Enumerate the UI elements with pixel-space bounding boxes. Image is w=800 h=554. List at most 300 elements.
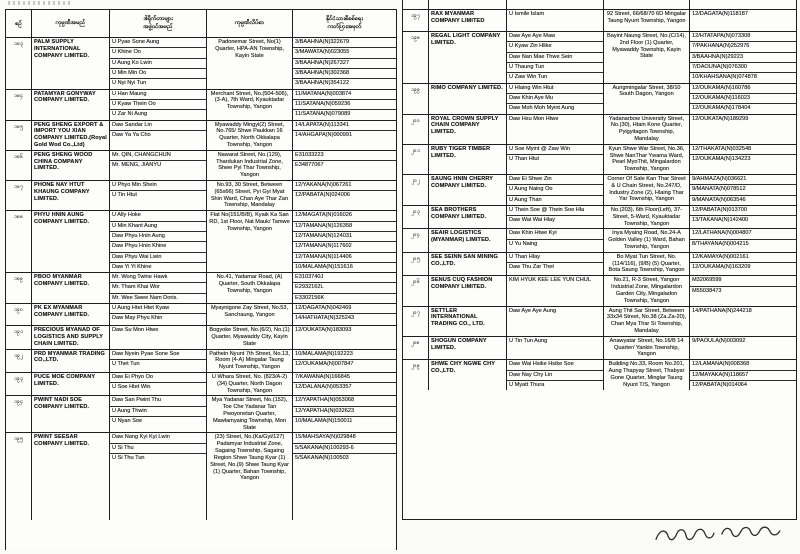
serial-number: ၂၀၀ [411,117,420,124]
company-name: PBOO MYANMAR COMPANY LIMITED. [31,273,109,303]
directors-cell [506,0,603,9]
director-name: Daw Wai Hsike Hsike Soe [507,360,603,370]
director-name: U Min Khant Aung [110,222,206,232]
table-row [403,144,796,174]
company-address: 92 Street, 66/68/70 6D Mingalar Taung Nyunt Township, Yangon [603,10,689,31]
registration-number: 12/OUKATA(N)183093 [295,327,352,334]
table-row [6,432,396,520]
registration-number: 12/OUKAMA(N)007847 [295,360,354,367]
director-name: Daw Yi Yi Khine [112,263,152,270]
directors-cell [109,273,206,303]
directors-cell [506,145,603,174]
registration-number: 12/TAMANA(N)114406 [293,253,396,263]
registrations-cell [689,175,796,205]
registration-number: 14/AHGAPA(N)000991 [295,131,353,138]
registrations-cell [689,206,796,228]
registration-number: E3302156K [295,294,325,301]
registration-number: 12/LAMANA(N)008368 [690,360,796,370]
company-address: Padonemar Street, No(1) Quarter, HPA-AN Township, Kayin State [206,38,292,89]
table-body-left [6,37,396,520]
director-name: Daw Nang Kyi Kyi Lwin [110,433,206,443]
director-name: U Zar Ni Aung [112,111,148,118]
registration-number: 12/DAGATA(N)118187 [692,11,748,17]
directors-cell [506,253,603,275]
company-name [428,0,506,9]
director-name: U Kyaw Thein Oo [110,100,206,110]
directors-cell [506,175,603,205]
table-row [6,150,396,180]
director-name: U Tin Tun Aung [509,337,548,344]
directors-cell [109,211,206,272]
registration-number: 12/MAYAKA(N)118657 [690,371,796,381]
registration-number: 3/MAWATA(N)023055 [293,48,396,58]
registration-number: 12/OUKAMA(N)116023 [690,94,796,104]
registrations-cell [689,145,796,174]
header-directors [109,10,206,37]
registrations-cell [292,121,396,150]
director-name: U Ismile Islam [509,11,545,17]
director-name: U Thet Tun [112,360,140,367]
registration-number: 3/BAAHNA(N)354122 [295,80,350,87]
table-row [403,252,796,275]
company-address: Mya Yadanar Street, No.(152), Toe Che Yadanar Tan Pwoyonetan Quarter, Mawlamyaing Township, Mon State [206,396,292,432]
directors-cell [109,181,206,210]
director-name: Daw Phyu Wai Lwin [110,253,206,263]
director-name: U Si Thu [110,444,206,454]
director-name: Daw Aye Aye Aung [509,307,557,314]
company-name: PENG SHENG EXPORT & IMPORT YOU XIAN COMPANY LIMITED.(Royal Gold Wod Co.,Ltd) [31,121,109,150]
company-address: Aungmingalar Street, 38/10 South Dagon, Yangon [603,84,689,114]
table-row [6,180,396,210]
registration-number: M32069599 [690,276,796,286]
registration-number: 12/OUKAMA(N)163209 [692,264,751,271]
director-name: Daw Sandar Lin [110,121,206,131]
table-row [403,205,796,228]
company-name: SHOGUN COMPANY LIMITED. [428,337,506,359]
company-name: SHWE CHY NGWE CHY CO.,LTD. [428,360,506,390]
directors-cell [506,115,603,144]
company-address: Yadanarbow University Street, No.(30), Htain Kone Quarter, Pyigyitagon Township, Mandalay [603,115,689,144]
registration-number: 12/DAGATA(N)042469 [293,304,396,314]
directors-cell [109,121,206,150]
serial-number: ၁၈၆ [13,153,24,160]
company-name: PHONE NAY HTUT KHAUNG COMPANY LIMITED. [31,181,109,210]
registration-number: 3/BAAHNA(N)267327 [293,59,396,69]
registration-number: 10/MALAMA(N)150011 [295,418,353,424]
director-name: Daw Moh Moh Myint Aung [509,105,575,112]
directors-cell [506,84,603,114]
serial-number: ၂၀၈ [411,339,420,346]
registrations-cell [689,115,796,144]
director-name: U Aung Than [509,196,542,203]
registrations-cell [292,433,396,520]
registration-number: 14/LAPATA(N)113341 [293,121,396,131]
director-name: U Aung Htet Htet Kyaw [110,304,206,314]
company-address: Pathein Nyunt 7th Street, No.13, Room (4-A) Mingalar Taung Nyunt Township, Yangon [206,350,292,372]
registrations-cell [689,307,796,336]
company-address: Myawaddy Mingyi(2) Street, No.765/ Shwe Paukkan 16 Quarter, North Okkalapa Township, Yangon [206,121,292,150]
header-nrc [292,10,396,37]
table-row [6,89,396,120]
registration-number: 12/KAMAYA(N)002161 [690,253,796,263]
serial-number: ၁၈၇ [13,184,24,190]
serial-number: ၁၈၃ [13,41,24,47]
table-row [403,336,796,359]
registrations-cell [689,10,796,31]
registration-number: 12/DALANA(N)053357 [295,384,352,391]
serial-number: ၂၀၅ [411,255,420,262]
director-name: Daw Ei Shwe Zin [507,175,603,185]
company-address: Kyun Shwe War Street, No.36, Shwe NanThar Ywama Ward, Pearl MyoThit, Mingalardon Township, Yangon [603,145,689,174]
table-row [6,349,396,372]
serial-number [403,0,428,9]
director-name: U Aung Ko Lwin [110,59,206,69]
registration-number: 10/KHAHSANA(N)074878 [692,74,757,81]
director-name: Mr. Wong Twine Hawk [110,273,206,283]
company-name: ROYAL CROWN SUPPLY CHAIN COMPANY LIMITED. [428,115,506,144]
serial-number: ၂၀၂ [411,178,420,184]
directors-cell [109,304,206,325]
director-name: U Kyaw Zin Hlike [507,42,603,52]
director-name: Daw Wai Wai Hlay [509,217,555,224]
registrations-cell [292,273,396,303]
directors-cell [109,433,206,520]
registration-number: 11/MATANA(N)003874 [293,90,396,100]
registration-number: 12/OUKATA(N)189299 [692,115,749,122]
company-name: PRD MYANMAR TRADING CO.,LTD. [31,350,109,372]
director-name: U Si Thu Tun [112,455,145,462]
serial-number: ၁၉၀ [13,307,24,314]
registrations-cell [689,337,796,359]
registration-number: 7/PAKHANA(N)252976 [690,42,796,52]
registration-number: 7/KAWANA(N)166845 [293,373,396,383]
table-body-right [403,0,796,390]
registrations-cell [292,304,396,325]
serial-number: ၂၀၆ [411,279,420,286]
directors-cell [109,90,206,120]
directors-cell [109,350,206,372]
header-serial [6,10,31,37]
director-name: U Than Hlay [507,253,603,263]
registration-number: E2932162L [293,283,396,293]
registrations-cell [292,326,396,348]
serial-number: ၁၉၃ [13,375,24,382]
table-row [403,9,796,31]
registration-number: 14/PATHANA(N)244218 [692,307,752,314]
registration-number: 9/AHMAZA(N)036621 [690,175,796,185]
registrations-cell [292,38,396,89]
director-name: Mr. Wee Swee Nam Doris. [112,294,178,301]
directors-cell [506,206,603,228]
company-address: Bogyoke Street, No.(6/2), No.(1) Quarter, Myawaddy City, Kayin State [206,326,292,348]
serial-number: ၁၉၈ [410,35,421,41]
company-address: Bo Myat Tun Street, No.(114/116), (9/B) (5) Quarter, Bota Saung Township, Yangon [603,253,689,275]
registrations-cell [292,181,396,210]
director-name: Daw San Pwint Thu [110,396,206,406]
header-directors-line2: အဖွဲ့ဝင်အမည် [143,24,173,30]
registration-number: 11/SATANA(N)079089 [295,111,351,118]
company-address: Nawarat Street, No.(129), Thardukan Industrial Zone, Shwe Pyi Thar Township, Yangon [206,151,292,180]
registrations-cell [689,32,796,83]
serial-number: ၁၉၂ [14,352,23,359]
directors-cell [506,229,603,251]
director-name: U Aung Naing Oo [507,185,603,195]
registration-number: 12/TAMANA(N)124031 [293,232,396,242]
company-address: Building No.33, Room No.201, Aung Thapyay Street, Thabyar Gone Quarter, Minglar Taung Nyunt T/S, Yangon [603,360,689,390]
director-name: Mr. MENG, JIANYU [112,162,162,169]
header-address-label: ကုမ္ပဏီလိပ်စာ [234,19,265,26]
directors-cell [109,373,206,395]
registrations-cell [292,396,396,432]
director-name: U Nyan Soe [112,418,143,424]
company-address: Merchant Street, No.(504-506), (3-A), 7th Ward, Kyauktadar Township, Yangon [206,90,292,120]
director-name: U Pyae Sone Aung [110,38,206,48]
company-address: Myaynigone Zay Street, No.53, Sanchaung, Yangon [206,304,292,325]
table-row [403,174,796,205]
table-row [6,120,396,150]
registration-number: 12/TAMANA(N)126358 [293,222,396,232]
company-address: Flat No(151/B/B), Kyaik Ka San RD, 1st Floor, Nat Mauk/ Tamwe Township, Yangon [206,211,292,272]
registration-number: 9/MANATA(N)063546 [692,196,746,203]
company-name: SEE SEINN SAN MINING CO.,LTD. [428,253,506,275]
company-name: PHYU HNIN AUNG COMPANY LIMITED. [31,211,109,272]
company-name: PUCE MOE COMPANY LIMITED. [31,373,109,395]
table-row [403,114,796,144]
company-address: No.41, Yadamar Road, (A) Quarter, South Okkalapa Township, Yangon [206,273,292,303]
serial-number: ၂၀၉ [411,363,420,370]
director-name: U Tin Htut [112,192,137,199]
registration-number: 11/SATANA(N)059236 [293,100,396,110]
director-name: U Soe Myint @ Zaw Win [507,145,603,155]
registration-number: 15/MAHSAYA(N)029848 [293,433,396,443]
company-address: No.21, R-3 Street, Yangon Industrial Zone, Mingalardon Garden City, Mingaladon Township, Yangon [603,276,689,305]
page-top-crop-smudge [8,1,72,5]
registration-number: 12/YAPATHA(N)032623 [293,407,396,417]
directors-cell [109,38,206,89]
registration-number: 12/OUKAMA(N)160786 [690,84,796,94]
company-name: PK EX MYANMAR COMPANY LIMITED. [31,304,109,325]
registrations-cell [689,360,796,390]
registration-number: E34877067 [295,162,324,169]
director-name: Daw Su Mon Htwe [112,327,159,334]
registration-number: 12/TAMANA(N)117602 [293,242,396,252]
table-row [403,0,796,9]
company-name: SEA BROTHERS COMPANY LIMITED. [428,206,506,228]
company-name: SAUNG HNIN CHERRY COMPANY LIMITED. [428,175,506,205]
director-name: U Zaw Win Tun [509,74,548,81]
company-name: RIMO COMPANY LIMITED. [428,84,506,114]
directors-cell [506,307,603,336]
director-name: Daw Nan Mae Thwe Sein [507,53,603,63]
registrations-cell [292,373,396,395]
company-address: U Whara Street, No. (823/A-2) (34) Quarter, North Dagon Township, Yangon [206,373,292,395]
serial-number: ၁၉၁ [13,329,24,336]
company-address: Anawyatar Street, No.16/B 14 Quarter/ Yankin Township, Yangon [603,337,689,359]
table-row [403,31,796,83]
director-name: U Thein Soe @ Thein Soe Hla [507,206,603,216]
table-row [403,83,796,114]
header-company-label: ကုမ္ပဏီအမည် [55,19,86,26]
registrations-cell [292,90,396,120]
registrations-cell [689,276,796,305]
serial-number: ၁၈၅ [13,123,24,130]
company-name: PWINT NADI SOE COMPANY LIMITED. [31,396,109,432]
director-name: Daw Nay Chy Lin [507,371,603,381]
table-row [403,275,796,305]
registration-number: 12/PABATA(N)014064 [692,381,748,388]
registration-number: 10/MALAMA(N)151616 [295,263,353,270]
director-name: U Phyo Min Shein [110,181,206,191]
registration-number: 12/THAKATA(N)032548 [690,145,796,155]
director-name: U Hlaing Win Htut [507,84,603,94]
table-row [403,306,796,336]
company-name: PENG SHENG WOOD CHINA COMPANY LIMITED. [31,151,109,180]
registrations-cell [292,151,396,180]
director-name: Daw Ya Ya Cho [112,131,151,138]
directors-cell [506,10,603,31]
company-address: Aung Thit Sar Street, Between 33x34 Street, No.38 (Za.Za-20), Chan Mya Thar Si Township, Mandalay [603,307,689,336]
company-name: PRECIOUS MYANAD OF LOGISTICS AND SUPPLY CHAIN LIMITED. [31,326,109,348]
registration-number: 9/MANATA(N)078512 [690,185,796,195]
directors-cell [109,151,206,180]
registration-number: 10/MALAMA(N)192223 [293,350,396,360]
director-name: U Soe Htet Win [112,384,151,391]
registration-number: 3/BAAHNA(N)302368 [293,69,396,79]
company-name: PALM SUPPLY INTERNATIONAL COMPANY LIMITED. [31,38,109,89]
serial-number: ၁၉၇ [410,13,421,19]
registration-number: 12/OUKAMA(N)134223 [692,156,751,163]
registration-number: 12/OUKAMA(N)178404 [692,105,751,112]
serial-number: ၂၀၁ [411,147,420,154]
director-name: Daw Ei Phyo Oo [110,373,206,383]
company-table-right [402,0,797,520]
director-name: U Khine Oo [110,48,206,58]
table-row [6,37,396,89]
registration-number: 3/BAAHNA(N)322679 [293,38,396,48]
directors-cell [506,337,603,359]
directors-cell [109,396,206,432]
company-address: (23) Street, No.(Ka/Gyi/127) Padamyar Industrial Zone, Sagaing Township, Sagaing Region Shwe Taung Kyar (1) Street, No.(9) Shwe Taung Kyar (1) Quarter, Bahan Township, Yangon [206,433,292,520]
company-name: RAX MYANMAR COMPANY LIMITED [428,10,506,31]
registration-number: 9/PAOULA(N)003092 [692,337,746,344]
directors-cell [506,276,603,305]
serial-number: ၂၀၇ [411,309,420,316]
director-name: U Yu Naing [509,240,538,247]
table-row [6,272,396,303]
company-name: REGAL LIGHT COMPANY LIMITED. [428,32,506,83]
director-name: U Nyi Nyi Tun [112,80,147,87]
directors-cell [506,32,603,83]
director-name: U Min Min Oo [110,69,206,79]
director-name: U Ally Hoke [110,211,206,221]
director-name: Daw Hsu Mon Htwe [509,115,559,122]
table-row [6,303,396,325]
director-name: Mr. Tham Khai Wor [110,283,206,293]
company-address: No.(203), 6th Floor(Left), 37-Street, 5-Ward, Kyauktadar Township, Yangon [603,206,689,228]
serial-number: ၂၀၃ [411,208,420,215]
director-name: Daw Nyein Pyae Sone Soe [110,350,206,360]
registrations-cell [292,211,396,272]
registration-number: 12/PABATA(N)024006 [295,192,351,199]
director-name: Daw Aye Aye Maw [507,32,603,42]
table-header-row [6,10,396,37]
registration-number: 12/PABATA(N)013700 [690,206,796,216]
registration-number: 12/YAPATHA(N)053068 [293,396,396,406]
registration-number: 8/THAYANA(N)004215 [692,240,749,247]
directors-cell [506,360,603,390]
serial-number: ၁၉၉ [410,86,421,93]
registrations-cell [689,84,796,114]
header-serial-label: စဉ် [15,20,22,27]
company-table-left [5,9,397,550]
serial-number: ၁၈၄ [13,92,24,99]
director-name: Daw Khin Aye Mu [507,94,603,104]
registration-number: 12/YAKANA(N)067261 [293,181,396,191]
company-name: PATAMYAR GONYWAY COMPANY LIMITED. [31,90,109,120]
serial-number: ၁၈၈ [13,214,24,221]
director-name: Daw Thu Zar Thet [509,264,554,271]
registrations-cell [689,229,796,251]
table-row [6,210,396,272]
directors-cell [109,326,206,348]
director-name: U Than Htut [509,156,540,163]
company-name: SEAIR LOGISTICS (MYANMAR) LIMITED. [428,229,506,251]
company-address: No.93, 30 Street, Between (65x66) Street, Pyi Gyi Myat Shin Ward, Chan Aye Thar Zan Township, Mandalay [206,181,292,210]
director-name: Daw Phyu Hnin Aung [110,232,206,242]
registrations-cell [689,0,796,9]
director-name: U Myatt Thura [509,381,545,388]
company-name: SETTLER INTERNATIONAL TRADING CO., LTD. [428,307,506,336]
company-name: PWINT SEESAR COMPANY LIMITED. [31,433,109,520]
registration-number: M55038473 [692,287,722,294]
company-name: SENUS CUQ FASHION COMPANY LIMITED. [428,276,506,305]
company-name: RUBY TIGER TIMBER LIMITED. [428,145,506,174]
serial-number: ၁၉၄ [13,399,24,406]
table-row [403,228,796,251]
company-address: Corner Of Sale Kan Thar Street & U Chain Street, No.247/D, Industry Zone (2), Hlaing Thar Yar Township, Yangon [603,175,689,205]
header-directors-line1: ဒါရိုက်တာများ [143,15,173,22]
registrations-cell [689,253,796,275]
header-address [206,10,292,37]
serial-number: ၁၉၅ [13,436,24,443]
table-row [6,395,396,432]
header-nrc-line1: နိုင်ငံသားစိစစ်ရေး [326,15,363,22]
director-name: U Han Maung [110,90,206,100]
registration-number: E31033223 [293,151,396,161]
handwriting-squiggle [652,519,791,550]
table-row [6,372,396,395]
header-company [31,10,109,37]
registration-number: 7/DAOUNA(N)076300 [690,63,796,73]
director-name: Mr. QIN, CHANGCHUN [110,151,206,161]
registration-number: 3/BAAHNA(N)29223 [690,53,796,63]
director-name: Daw Phyu Hnin Khine [110,242,206,252]
registration-number: 14/HATHATA(N)325243 [295,315,355,322]
table-row [403,359,796,390]
company-address: Bayint Naung Street, No.(C/14), 2nd Floor (1) Quarter, Myawaddy Township, Kayin State [603,32,689,83]
table-row [6,325,396,348]
registration-number: E3103740J [293,273,396,283]
director-name: Daw May Phyu Khin [112,315,163,322]
registrations-cell [292,350,396,372]
serial-number: ၁၈၉ [13,276,24,283]
director-name: U Thaung Tun [507,63,603,73]
registration-number: 5/SAKANA(N)100503 [295,455,349,462]
serial-number: ၂၀၄ [411,232,420,239]
header-nrc-line2: ကတ်ပြားအမှတ် [327,24,362,30]
registration-number: 12/HTATAPA(N)073308 [690,32,796,42]
director-name: KIM HYUK KEE LEE YUN CHUL [509,277,591,284]
